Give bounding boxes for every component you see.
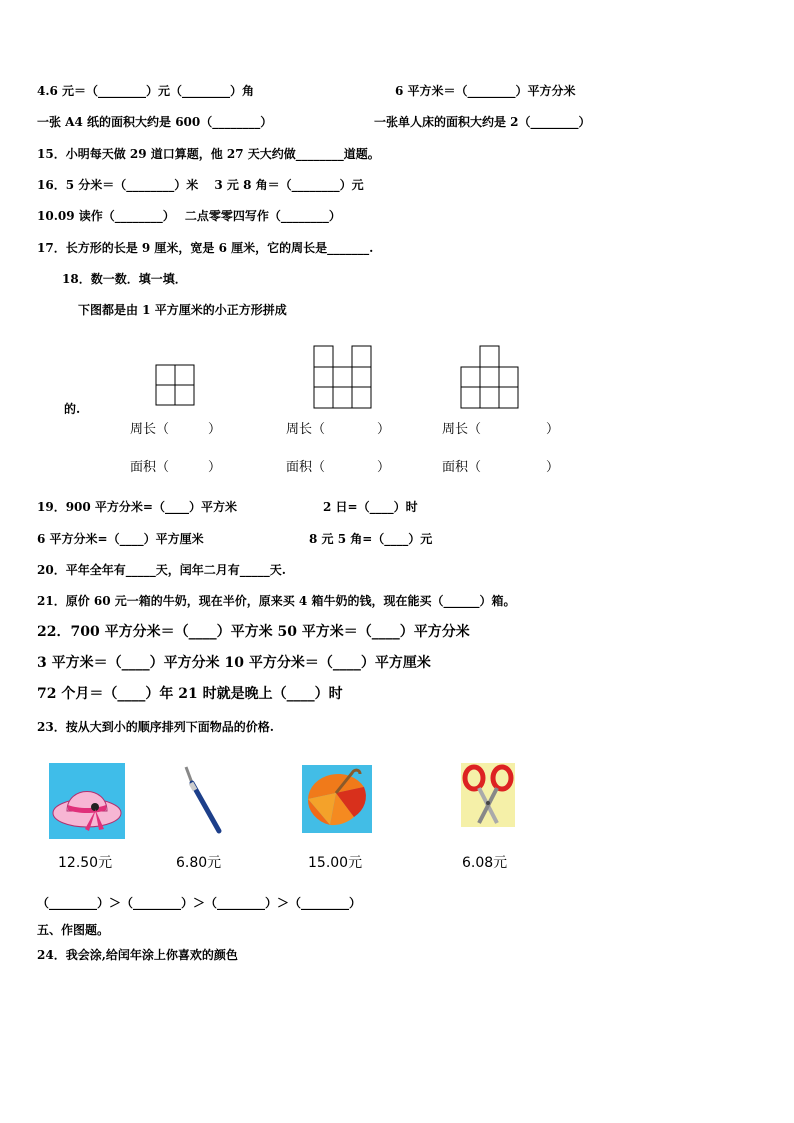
square-figure-3 [460,345,520,409]
scissors-picture [461,763,515,827]
hat-picture [49,763,125,839]
figure-3-perimeter: 周长（ ） [442,422,560,437]
q18-description: 下图都是由 1 平方厘米的小正方形拼成 [78,303,287,317]
scissors-price: 6.08元 [462,855,508,871]
q24-text: 24．我会涂,给闰年涂上你喜欢的颜色 [37,948,238,962]
q18-description-end: 的. [64,402,81,416]
q19-sqdm: 19．900 平方分米=（____）平方米 [37,500,237,514]
square-figure-2 [313,345,373,409]
q22-line-1: 22．700 平方分米＝（____）平方米 50 平方米＝（____）平方分米 [37,624,470,640]
figure-3-area: 面积（ ） [442,460,560,475]
q14-line-sqm: 6 平方米＝（________）平方分米 [395,84,576,98]
q21-text: 21．原价 60 元一箱的牛奶，现在半价，原来买 4 箱牛奶的钱，现在能买（______）箱。 [37,594,516,608]
q16-reading-text: 10.09 读作（________） 二点零零四写作（________） [37,209,341,223]
figure-2-area: 面积（ ） [286,460,391,475]
q20-text: 20．平年全年有_____天，闰年二月有_____天. [37,563,286,577]
q19-sqcm: 6 平方分米=（____）平方厘米 [37,532,204,546]
pen-price: 6.80元 [176,855,222,871]
figure-1-area: 面积（ ） [130,460,222,475]
q22-line-2: 3 平方米＝（____）平方分米 10 平方分米＝（____）平方厘米 [37,655,431,671]
q14-line-bed: 一张单人床的面积大约是 2（________） [374,115,591,129]
q15-text: 15．小明每天做 29 道口算题，他 27 天大约做________道题。 [37,147,380,161]
umbrella-picture [302,765,372,833]
figure-1-perimeter: 周长（ ） [130,422,222,437]
figure-2-perimeter: 周长（ ） [286,422,391,437]
q18-title: 18．数一数．填一填． [62,272,187,286]
q23-text: 23．按从大到小的顺序排列下面物品的价格. [37,720,274,734]
q22-line-3: 72 个月＝（____）年 21 时就是晚上（____）时 [37,686,343,702]
hat-price: 12.50元 [58,855,113,871]
pen-picture [179,763,225,835]
q19-yuan: 8 元 5 角=（____）元 [309,532,433,546]
umbrella-price: 15.00元 [308,855,363,871]
section-5-heading: 五、作图题。 [37,923,110,937]
q16-text: 16．5 分米＝（________）米 3 元 8 角＝（________）元 [37,178,364,192]
q14-line-a4: 一张 A4 纸的面积大约是 600（________） [37,115,273,129]
q19-days: 2 日=（____）时 [323,500,418,514]
q17-text: 17．长方形的长是 9 厘米，宽是 6 厘米，它的周长是_______. [37,241,374,255]
q23-order-blanks: （________）＞（________）＞（________）＞（________） [37,896,362,910]
q14-line-yuan: 4.6 元＝（________）元（________）角 [37,84,255,98]
square-figure-1 [155,364,195,406]
